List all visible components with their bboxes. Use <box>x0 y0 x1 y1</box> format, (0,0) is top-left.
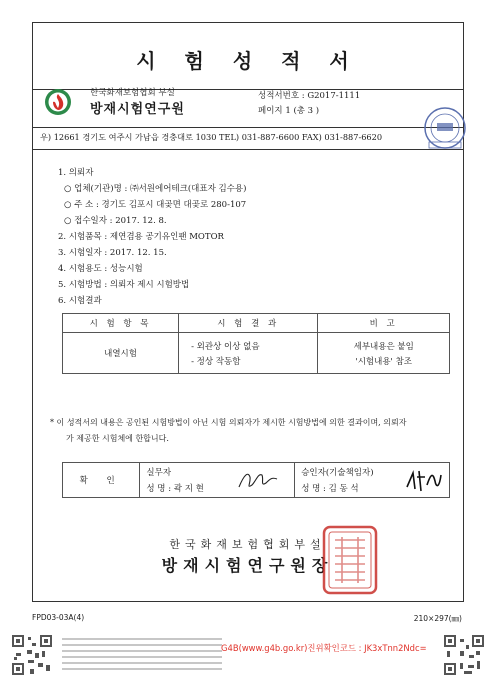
worker-name: 성 명 : 곽 지 현 <box>146 484 204 494</box>
disclaimer-note-continued: 가 제공한 시험체에 한합니다. <box>66 434 169 443</box>
table-header-row <box>63 314 450 333</box>
result-line: - 외관상 이상 없음 <box>191 341 260 352</box>
approver-name: 성 명 : 김 동 석 <box>301 484 359 494</box>
worker-signature-icon <box>236 467 280 493</box>
section-test-results: 6. 시험결과 <box>58 296 102 306</box>
result-line: - 정상 작동함 <box>191 356 241 367</box>
disclaimer-note: * 이 성적서의 내용은 공인된 시험방법이 아닌 시험 의뢰자가 제시한 시험방법에 의한 결과이며, 의뢰자 <box>50 418 407 427</box>
paper-size: 210×297(㎜) <box>413 614 462 623</box>
section-test-item: 2. 시험품목 : 제연겸용 공기유인팬 MOTOR <box>58 232 224 242</box>
report-number: 성적서번호 : G2017-1111 <box>258 91 361 101</box>
organization-subtitle: 한국화재보험협회 부설 <box>90 88 175 98</box>
verification-stamp-icon <box>423 104 467 156</box>
header-test-result: 시 험 결 과 <box>179 314 318 333</box>
page-count: 페이지 1 (총 3 ) <box>258 106 320 116</box>
confirmation-row <box>63 463 450 498</box>
authenticity-code[interactable]: G4B(www.g4b.go.kr)진위확인코드 : JK3xTnn2Ndc= <box>221 643 427 653</box>
confirm-label: 확 인 <box>63 463 140 498</box>
divider <box>33 149 463 150</box>
issuer-name: 방재시험연구원장 <box>161 556 334 575</box>
divider <box>33 127 463 128</box>
barcode-strip-icon <box>60 634 228 676</box>
section-test-date: 3. 시험일자 : 2017. 12. 15. <box>58 248 167 258</box>
remark-line: 세부내용은 붙임 <box>353 341 414 352</box>
header-remarks: 비 고 <box>318 314 450 333</box>
approver-signature-icon <box>403 467 443 495</box>
test-item-cell: 내열시험 <box>63 333 179 374</box>
section-client: 1. 의뢰자 <box>58 168 94 178</box>
institute-address: 우) 12661 경기도 여주시 가남읍 경충대로 1030 TEL) 031-887-6600 FAX) 031-887-6620 <box>40 132 383 142</box>
worker-cell <box>140 463 295 498</box>
table-row <box>63 333 450 374</box>
document-title: 시 험 성 적 서 <box>136 49 360 73</box>
qr-code-icon[interactable] <box>10 633 54 677</box>
test-result-cell <box>179 333 318 374</box>
organization-name: 방재시험연구원 <box>90 102 185 117</box>
section-test-method: 5. 시험방법 : 의뢰자 제시 시험방법 <box>58 280 190 290</box>
official-seal-icon <box>322 525 378 595</box>
approver-title: 승인자(기술책임자) <box>301 468 374 478</box>
form-code: FPD03-03A(4) <box>32 613 85 622</box>
receipt-date: ○ 접수일자 : 2017. 12. 8. <box>64 216 167 226</box>
header-test-item: 시 험 항 목 <box>63 314 179 333</box>
issuer-affiliation: 한국화재보험협회부설 <box>169 538 326 551</box>
institute-logo-icon <box>44 88 72 116</box>
results-table <box>62 313 450 374</box>
remark-line: '시험내용' 참조 <box>355 356 413 367</box>
worker-title: 실무자 <box>146 468 172 478</box>
approver-cell <box>295 463 450 498</box>
confirmation-table <box>62 462 450 498</box>
qr-code-icon[interactable] <box>442 633 486 677</box>
client-address: ○ 주 소 : 경기도 김포시 대곶면 대곶로 280-107 <box>64 200 247 210</box>
remarks-cell <box>318 333 450 374</box>
section-test-purpose: 4. 시험용도 : 성능시험 <box>58 264 143 274</box>
client-company: ○ 업체(기관)명 : ㈜서원에어테크(대표자 김수용) <box>64 184 247 194</box>
